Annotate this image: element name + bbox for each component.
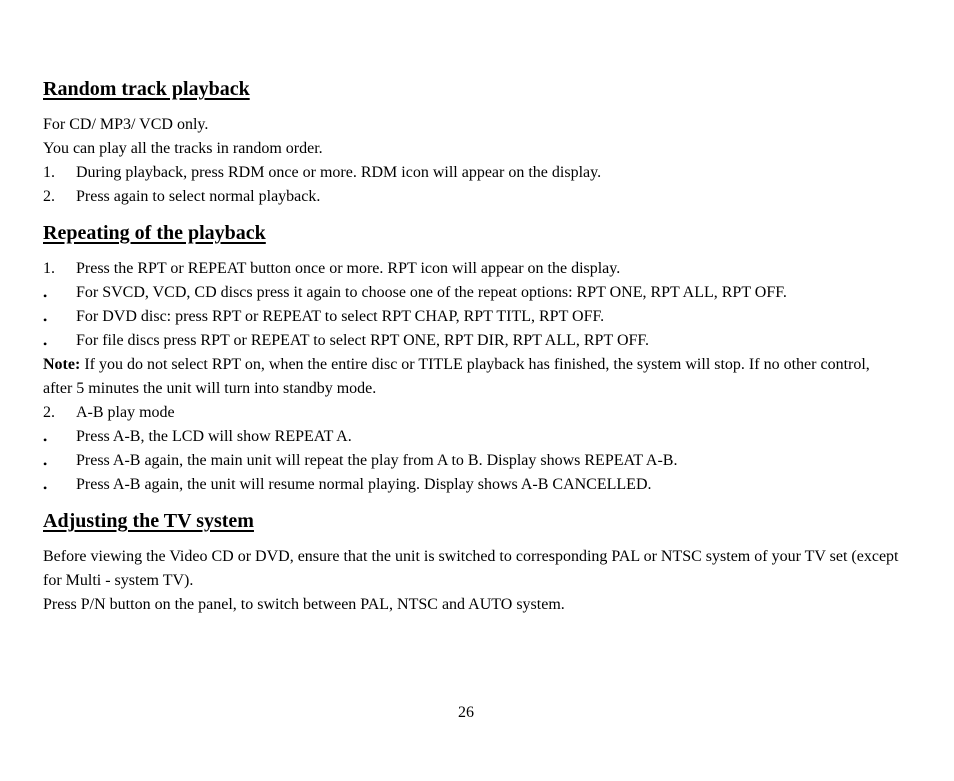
- bullet-item: [43, 329, 923, 353]
- bullet-text: Press A-B again, the main unit will repeat the play from A to B. Display shows REPEAT A-B.: [76, 452, 678, 469]
- document-page: [43, 76, 923, 617]
- page-number: 26: [458, 704, 474, 721]
- paragraph: Press P/N button on the panel, to switch between PAL, NTSC and AUTO system.: [43, 596, 565, 613]
- step-text: Press the RPT or REPEAT button once or more. RPT icon will appear on the display.: [76, 260, 621, 277]
- bullet-item: [43, 281, 923, 305]
- step-text: During playback, press RDM once or more. RDM icon will appear on the display.: [76, 164, 602, 181]
- numbered-step: [43, 185, 923, 209]
- paragraph: Before viewing the Video CD or DVD, ensure that the unit is switched to corresponding PAL or NTSC system of your TV set (except for Multi - system TV).: [43, 548, 899, 589]
- bullet-text: Press A-B again, the unit will resume normal playing. Display shows A-B CANCELLED.: [76, 476, 652, 493]
- step-number: 2.: [43, 404, 55, 421]
- bullet-item: [43, 449, 923, 473]
- section-heading-tv-system: Adjusting the TV system: [43, 510, 254, 532]
- paragraph-line: For CD/ MP3/ VCD only.: [43, 116, 209, 133]
- bullet-text: Press A-B, the LCD will show REPEAT A.: [76, 428, 352, 445]
- bullet-icon: •: [43, 433, 48, 447]
- step-number: 1.: [43, 164, 55, 181]
- bullet-icon: •: [43, 313, 48, 327]
- bullet-icon: •: [43, 457, 48, 471]
- bullet-icon: •: [43, 289, 48, 303]
- section-heading-random-track: Random track playback: [43, 78, 250, 100]
- bullet-icon: •: [43, 337, 48, 351]
- step-number: 1.: [43, 260, 55, 277]
- step-number: 2.: [43, 188, 55, 205]
- bullet-text: For file discs press RPT or REPEAT to select RPT ONE, RPT DIR, RPT ALL, RPT OFF.: [76, 332, 650, 349]
- paragraph-line: You can play all the tracks in random order.: [43, 140, 323, 157]
- step-text: Press again to select normal playback.: [76, 188, 321, 205]
- note-label: Note:: [43, 356, 81, 373]
- numbered-step: [43, 401, 923, 425]
- note-text: If you do not select RPT on, when the entire disc or TITLE playback has finished, the system will stop. If no other control, after 5 minutes the unit will turn into standby mode.: [43, 356, 870, 397]
- section-heading-repeating: Repeating of the playback: [43, 222, 266, 244]
- bullet-item: [43, 473, 923, 497]
- note-paragraph: [43, 353, 903, 401]
- step-text: A-B play mode: [76, 404, 175, 421]
- bullet-item: [43, 305, 923, 329]
- bullet-text: For SVCD, VCD, CD discs press it again to choose one of the repeat options: RPT ONE, RPT ALL, RPT OFF.: [76, 284, 787, 301]
- numbered-step: [43, 161, 923, 185]
- bullet-icon: •: [43, 481, 48, 495]
- bullet-item: [43, 425, 923, 449]
- numbered-step: [43, 257, 923, 281]
- bullet-text: For DVD disc: press RPT or REPEAT to select RPT CHAP, RPT TITL, RPT OFF.: [76, 308, 605, 325]
